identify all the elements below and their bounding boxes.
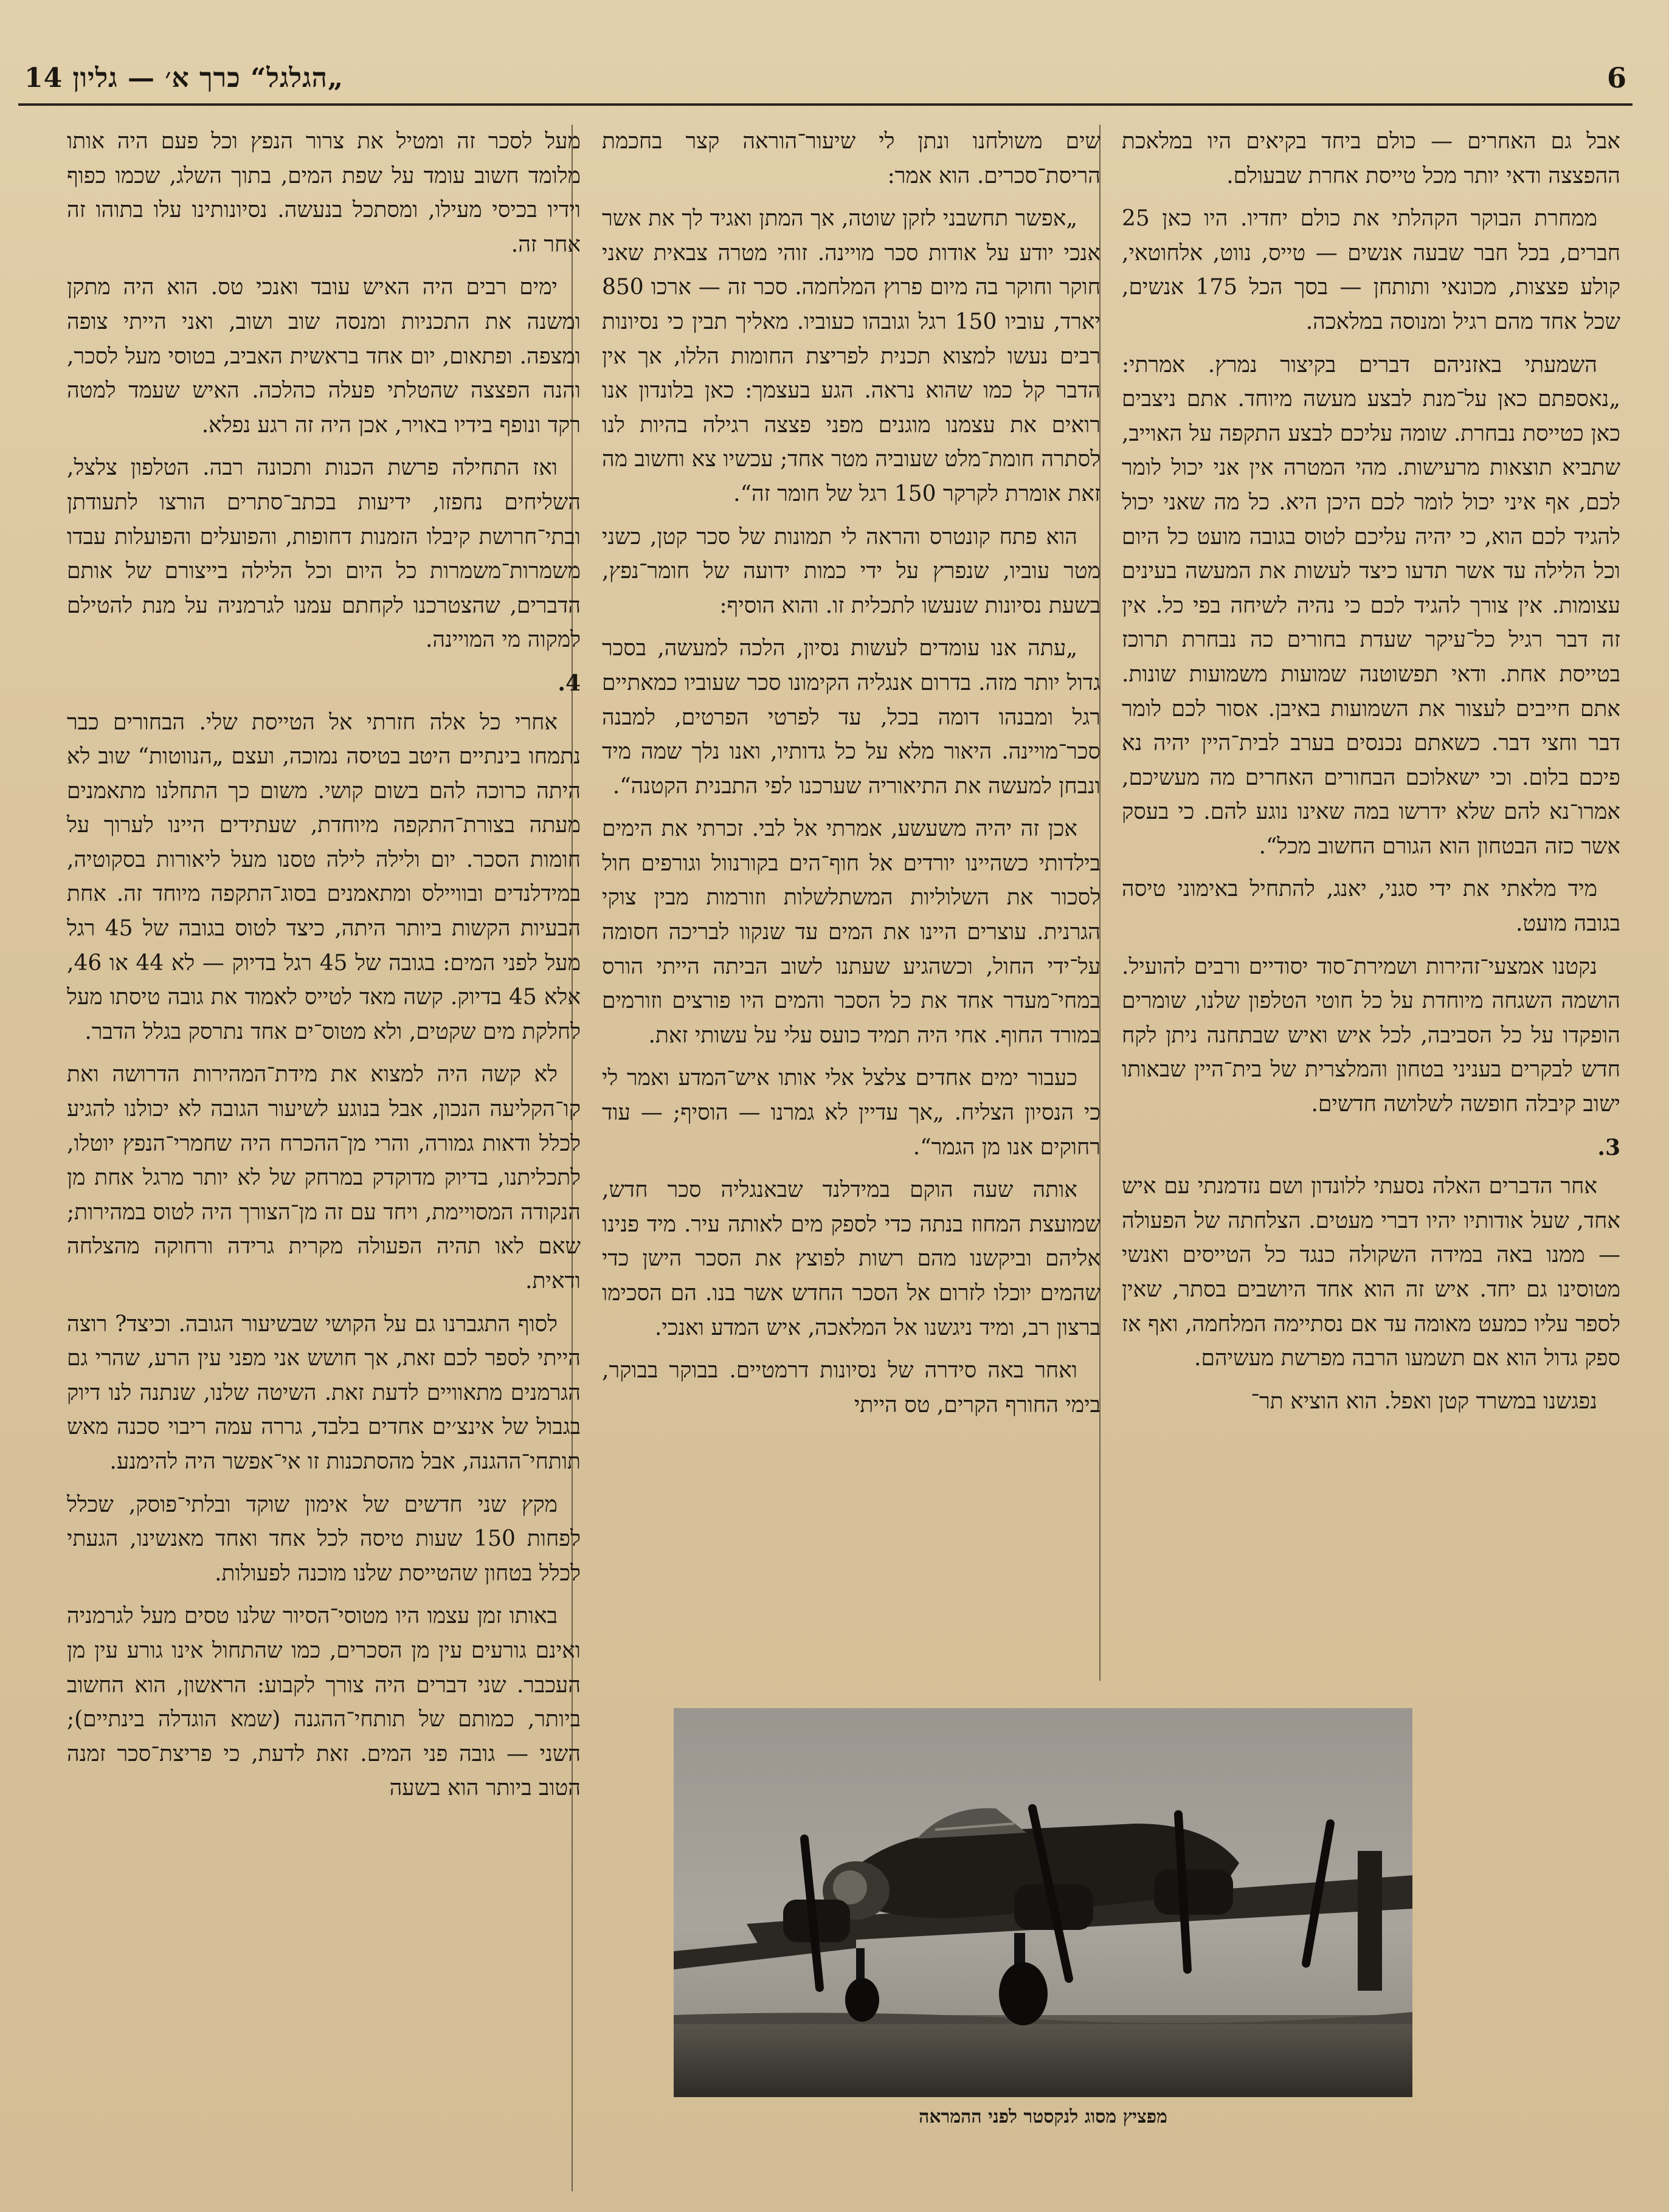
paragraph: אותה שעה הוקם במידלנד שבאנגליה סכר חדש, שמועצת המחוז בנתה כדי לספק מים לאותה עיר. מיד פנינו אליהם וביקשנו מהם רשות לפוצץ את הסכר הישן כדי שהמים יוכלו לזרום אל הסכר החדש אשר בנו. הם הסכימו ברצון רב, ומיד ניגשנו אל המלאכה, איש המדע ואנכי.	[602, 1177, 1101, 1340]
paragraph: אחר הדברים האלה נסעתי ללונדון ושם נזדמנתי עם איש אחד, שעל אודותיו יהיו דברי מעטים. הצלחתה של הפעולה — ממנו באה במידה השקולה כנגד כל הטייסים ואנשי מטוסינו גם יחד. איש זה הוא אחד היושבים בסתר, שאין לספר עליו כמעט מאומה עד אם נסתיימה המלחמה, ואף אז ספק גדול הוא אם תשמעו הרבה מפרשת מעשיהם.	[1122, 1174, 1620, 1371]
paragraph: מעל לסכר זה ומטיל את צרור הנפץ וכל פעם היה אותו מלומד חשוב עומד על שפת המים, בתוך השלג, שכמו כפוף וידיו בכיסי מעילו, ומסתכל בנעשה. נסיונותינו עלו בתוהו זה אחר זה.	[67, 129, 581, 257]
running-head: „הגלגל“ כרך א׳ — גליון 14	[24, 63, 344, 94]
paragraph: ימים רבים היה האיש עובד ואנכי טס. הוא היה מתקן ומשנה את התכניות ומנסה שוב ושוב, ואני הייתי צופה ומצפה. ופתאום, יום אחד בראשית האביב, בטוסי מעל לסכר, והנה הפצצה שהטלתי פעלה כהלכה. האיש שעמד למטה רקד ונופף בידיו באויר, אכן היה זה רגע נפלא.	[67, 275, 581, 438]
paragraph: ואז התחילה פרשת הכנות ותכונה רבה. הטלפון צלצל, השליחים נחפזו, ידיעות בכתב־סתרים הורצו לתעודתן ובתי־חרושת קיבלו הזמנות דחופות, והפועלים והפועלות עבדו משמרות־משמרות כל היום וכל הלילה בייצורם של אותם הדברים, שהצטרכנו לקחתם עמנו לגרמניה על מנת להטילם למקוה מי המויינה.	[67, 455, 581, 653]
page-number: 6	[1606, 61, 1626, 94]
paragraph: אבל גם האחרים — כולם ביחד בקיאים היו במלאכת ההפצצה ודאי יותר מכל טייסת אחרת שבעולם.	[1122, 129, 1620, 188]
section-number: 4.	[558, 670, 581, 696]
page-header	[24, 58, 1626, 106]
paragraph: אחרי כל אלה חזרתי אל הטייסת שלי. הבחורים כבר נתמחו בינתיים היטב בטיסה נמוכה, ועצם „הנווטות“ שוב לא היתה כרוכה להם בשום קושי. משום כך התחלנו מתאמנים מעתה בצורת־התקפה מיוחדת, שעתידים היינו לערוך על חומות הסכר. יום ולילה לילה טסנו מעל ליאורות בסקוטיה, במידלנדים ובוויילס ומתאמנים בסוג־התקפה מיוחד זה. אחת הבעיות הקשות ביותר היתה, כיצד לטוס בגובה של 45 רגל מעל לפני המים: בגובה של 45 רגל בדיוק — לא 44 או 46, אלא 45 בדיוק. קשה מאד לטייס לאמוד את גובה טיסתו מעל לחלקת מים שקטים, ולא מטוס־ים אחד נתרסק בגלל הדבר.	[67, 709, 581, 1044]
paragraph: הוא פתח קונטרס והראה לי תמונות של סכר קטן, כשני מטר עוביו, שנפרץ על ידי כמות ידועה של חומר־נפץ, בשעת נסיונות שנעשו לתכלית זו. והוא הוסיף:	[602, 524, 1101, 618]
paragraph: לסוף התגברנו גם על הקושי שבשיעור הגובה. וכיצד? רוצה הייתי לספר לכם זאת, אך חושש אני מפני עין הרע, שהרי גם הגרמנים מתאוויים לדעת זאת. השיטה שלנו, שנתנה לנו דיוק בגבול של אינצ׳ים אחדים בלבד, גררה עמה ריבוי סכנה מאש תותחי־ההגנה, אבל מהסתכנות זו אי־אפשר היה להימנע.	[67, 1311, 581, 1474]
photo-caption: מפציץ מסוג לנקסטר לפני ההמראה	[919, 2106, 1167, 2128]
paragraph: לא קשה היה למצוא את מידת־המהירות הדרושה ואת קו־הקליעה הנכון, אבל בנוגע לשיעור הגובה לא יכולנו להגיע לכלל ודאות גמורה, והרי מן־ההכרח היה שחמרי־הנפץ יוטלו, לתכליתנו, בדיוק מדוקדק במרחק של לא יותר מרגל אחת מן הנקודה המסויימת, ויחד עם זה מן־הצורך היה לטוס במהירות; שאם לאו תהיה הפעולה מקרית גרידה ורחוקה מהצלחה ודאית.	[67, 1062, 581, 1294]
article-column-middle	[602, 125, 1101, 1681]
section-number: 3.	[1597, 1134, 1620, 1160]
paragraph: ואחר באה סידרה של נסיונות דרמטיים. בבוקר בבוקר, בימי החורף הקרים, טס הייתי	[602, 1358, 1101, 1418]
lancaster-bomber-image	[674, 1708, 1412, 2097]
paragraph: „עתה אנו עומדים לעשות נסיון, הלכה למעשה, בסכר גדול יותר מזה. בדרום אנגליה הקימונו סכר שעוביו כמאתיים רגל ומבנהו דומה בכל, עד לפרטי הפרטים, למבנה סכר־מויינה. היאור מלא על כל גדותיו, ואנו נלך שמה מיד ונבחן למעשה את התיאוריה שערכנו לפי התבנית הקטנה“.	[602, 636, 1101, 799]
article-column-left	[67, 125, 581, 2191]
paragraph: „אפשר תחשבני לזקן שוטה, אך המתן ואגיד לך את אשר אנכי יודע על אודות סכר מויינה. זוהי מטרה צבאית שאני חוקר וחוקר בה מיום פרוץ המלחמה. סכר זה — ארכו 850 יארד, עוביו 150 רגל וגובהו כעוביו. מאליך תבין כי נסיונות רבים נעשו למצוא תכנית לפריצת החומות הללו, אך אין הדבר קל כמו שהוא נראה. הגע בעצמך: כאן בלונדון אנו רואים את עצמנו מוגנים מפני פצצה רגילה בהיות לנו לסתרה חומת־מלט שעוביה מטר אחד; עכשיו צא וחשוב מה זאת אומרת לקרקר 150 רגל של חומר זה“.	[602, 206, 1101, 506]
paragraph: אכן זה יהיה משעשע, אמרתי אל לבי. זכרתי את הימים בילדותי כשהיינו יורדים אל חוף־הים בקורנוול וגורפים חול לסכור את השלוליות המשתלשלות וזורמות מבין צוקי הגרנית. עוצרים היינו את המים עד שנקוו לבריכה חסומה על־ידי החול, וכשהגיע שעתנו לשוב הביתה הייתי הורס במחי־מעדר אחד את כל הסכר והמים היו פורצים וזורמים במורד החוף. אחי היה תמיד כועס עלי על עשותי זאת.	[602, 816, 1101, 1048]
paragraph: כעבור ימים אחדים צלצל אלי אותו איש־המדע ואמר לי כי הנסיון הצליח. „אך עדיין לא גמרנו — הוסיף; — עוד רחוקים אנו מן הגמר“.	[602, 1066, 1101, 1160]
bomber-photo	[674, 1708, 1412, 2097]
paragraph: ממחרת הבוקר הקהלתי את כולם יחדיו. היו כאן 25 חברים, בכל חבר שבעה אנשים — טייס, נווט, אלחוטאי, קולע פצצות, מכונאי ותותחן — בסך הכל 175 אנשים, שכל אחד מהם רגיל ומנוסה במלאכה.	[1122, 206, 1620, 334]
paragraph: נפגשנו במשרד קטן ואפל. הוא הוציא תר־	[1251, 1388, 1597, 1414]
paragraph: נקטנו אמצעי־זהירות ושמירת־סוד יסודיים ורבים להועיל. הושמה השגחה מיוחדת על כל חוטי הטלפון שלנו, שומרים הופקדו על כל הסביבה, לכל איש ואיש שבתחנה ניתן לקח חדש לבקרים בעניני בטחון והמלצרית של בית־היין שבאותו ישוב קיבלה חופשה לשלושה חדשים.	[1122, 954, 1620, 1117]
paragraph: באותו זמן עצמו היו מטוסי־הסיור שלנו טסים מעל לגרמניה ואינם גורעים עין מן הסכרים, כמו שהתחול אינו גורע עין מן העכבר. שני דברים היה צורך לקבוע: הראשון, הוא החשוב ביותר, כמותם של תותחי־ההגנה (שמא הוגדלה בינתיים); השני — גובה פני המים. זאת לדעת, כי פריצת־סכר זמנה הטוב ביותר הוא בשעה	[67, 1604, 581, 1801]
paragraph: מיד מלאתי את ידי סגני, יאנג, להתחיל באימוני טיסה בגובה מועט.	[1122, 877, 1620, 937]
paragraph: שים משולחנו ונתן לי שיעור־הוראה קצר בחכמת הריסת־סכרים. הוא אמר:	[602, 129, 1101, 188]
paragraph: השמעתי באזניהם דברים בקיצור נמרץ. אמרתי: „נאספתם כאן על־מנת לבצע מעשה מיוחד. אתם ניצבים כאן כטייסת נבחרת. שומה עליכם לבצע התקפה על האוייב, שתביא תוצאות מרעישות. מהי המטרה אין אני יכול לומר לכם, אף איני יכול לומר לכם היכן היא. כל מה שאני יכול להגיד לכם הוא, כי יהיה עליכם לטוס בגובה מועט כל היום וכל הלילה עד אשר תדעו כיצד לעשות את המעשה בעינים עצומות. אין צורך להגיד לכם כי נהיה לשיחה בפי כל. אין זה דבר רגיל כל־עיקר שעדת בחורים כה נבחרת תרוכז בטייסת אחת. ודאי תפשוטנה שמועות משמועות שונות. אתם חייבים לעצור את השמועות באיבן. אסור לכם לומר דבר וחצי דבר. כשאתם נכנסים בערב לבית־היין יהיה נא פיכם בלום. וכי ישאלוכם הבחורים האחרים מה מעשיכם, אמרו־נא להם שלא ידרשו במה שאינו נוגע להם. כי בעסק אשר כזה הבטחון הוא הגורם החשוב מכל“.	[1122, 352, 1620, 859]
header-rule	[18, 103, 1633, 106]
paragraph: מקץ שני חדשים של אימון שוקד ובלתי־פוסק, שכלל לפחות 150 שעות טיסה לכל אחד ואחד מאנשינו, הגעתי לכלל בטחון שהטייסת שלנו מוכנה לפעולות.	[67, 1492, 581, 1586]
figure	[674, 1708, 1412, 2134]
